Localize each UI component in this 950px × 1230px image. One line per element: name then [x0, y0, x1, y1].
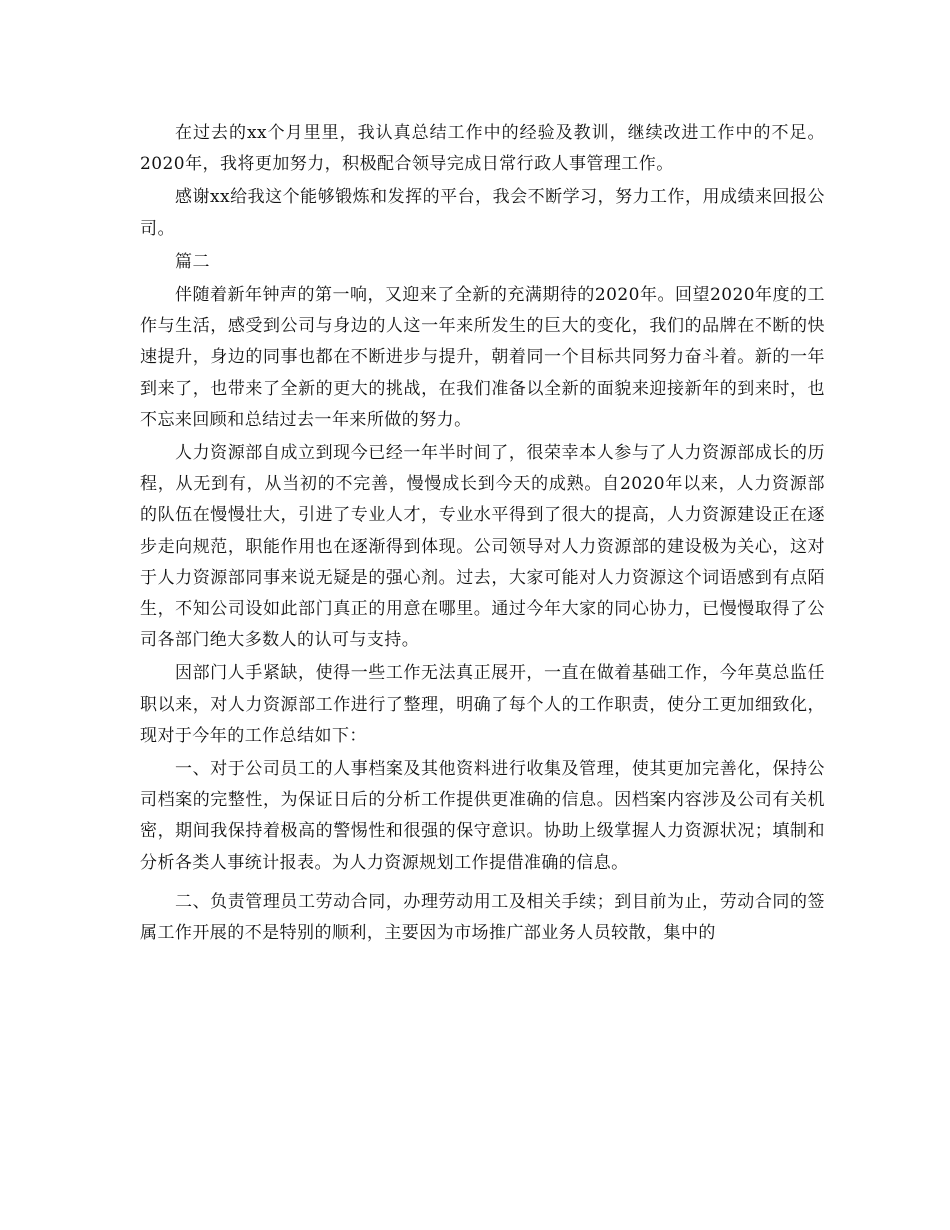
paragraph-new-year: 伴随着新年钟声的第一响，又迎来了全新的充满期待的2020年。回望2020年度的工作与生活，感受到公司与身边的人这一年来所发生的巨大的变化，我们的品牌在不断的快速提升，身边的同事也都在不断进步与提升，朝着同一个目标共同努力奋斗着。新的一年到来了，也带来了全新的更大的挑战，在我们准备以全新的面貌来迎接新年的到来时，也不忘来回顾和总结过去一年来所做的努力。	[140, 285, 825, 430]
paragraph-hr-department: 人力资源部自成立到现今已经一年半时间了，很荣幸本人参与了人力资源部成长的历程，从无到有，从当初的不完善，慢慢成长到今天的成熟。自2020年以来，人力资源部的队伍在慢慢壮大，引进了专业人才，专业水平得到了很大的提高，人力资源建设正在逐步走向规范，职能作用也在逐渐得到体现。公司领导对人力资源部的建设极为关心，这对于人力资源部同事来说无疑是的强心剂。过去，大家可能对人力资源这个词语感到有点陌生，不知公司设如此部门真正的用意在哪里。通过今年大家的同心协力，已慢慢取得了公司各部门绝大多数人的认可与支持。	[140, 443, 825, 651]
paragraph-summary: 在过去的xx个月里里，我认真总结工作中的经验及教训，继续改进工作中的不足。2020年，我将更加努力，积极配合领导完成日常行政人事管理工作。	[140, 123, 825, 175]
paragraph-thanks: 感谢xx给我这个能够锻炼和发挥的平台，我会不断学习，努力工作，用成绩来回报公司。	[140, 187, 825, 239]
document-body	[140, 118, 825, 949]
paragraph-staffing: 因部门人手紧缺，使得一些工作无法真正展开，一直在做着基础工作，今年莫总监任职以来，对人力资源部工作进行了整理，明确了每个人的工作职责，使分工更加细致化，现对于今年的工作总结如下：	[140, 663, 825, 746]
paragraph-item-two: 二、负责管理员工劳动合同，办理劳动用工及相关手续；到目前为止，劳动合同的签属工作开展的不是特别的顺利，主要因为市场推广部业务人员较散，集中的	[140, 891, 825, 944]
paragraph-item-one: 一、对于公司员工的人事档案及其他资料进行收集及管理，使其更加完善化，保持公司档案的完整性，为保证日后的分析工作提供更准确的信息。因档案内容涉及公司有关机密，期间我保持着极高的警惕性和很强的保守意识。协助上级掌握人力资源状况；填制和分析各类人事统计报表。为人力资源规划工作提借准确的信息。	[140, 759, 825, 873]
section-heading: 篇二	[175, 251, 210, 272]
